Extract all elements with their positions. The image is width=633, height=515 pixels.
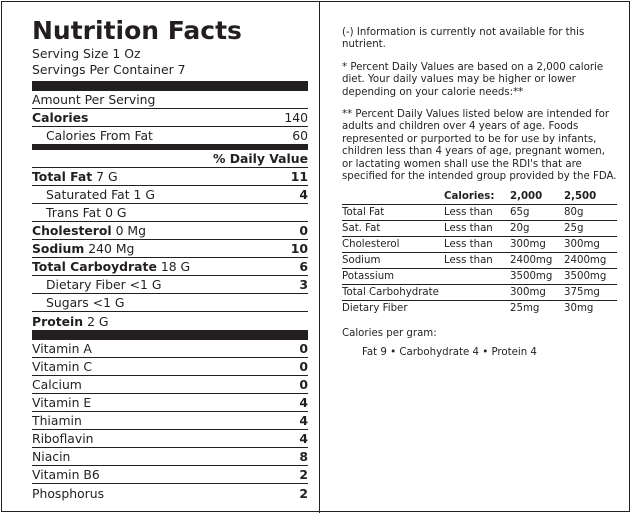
vitamin-row: Vitamin C 0 <box>32 359 308 374</box>
percent-note: * Percent Daily Values are based on a 2,000 calorie diet. Your daily values may be higher or lower depending on your calorie needs:** <box>342 61 604 98</box>
notes-panel <box>342 27 617 359</box>
calories-value: 140 <box>284 110 308 125</box>
calories-from-fat-label: Calories From Fat <box>46 128 153 143</box>
table-row: Total Carbohydrate 300mg 375mg <box>342 285 617 301</box>
nutrition-facts-panel <box>32 16 308 502</box>
vitamin-row: Thiamin 4 <box>32 413 308 428</box>
daily-value-header: % Daily Value <box>32 150 308 168</box>
nutrient-row: Total Fat 7 G 11 <box>32 169 308 184</box>
table-header-row: Calories: 2,000 2,500 <box>342 189 617 205</box>
nutrient-row: Protein 2 G <box>32 313 109 329</box>
thick-divider <box>32 330 308 340</box>
calories-label: Calories <box>32 110 89 125</box>
calories-from-fat-row <box>32 127 308 145</box>
vitamin-row: Calcium 0 <box>32 377 308 392</box>
serving-size: Serving Size 1 Oz <box>32 46 141 61</box>
thick-divider <box>32 81 308 91</box>
servings-per-container: Servings Per Container 7 <box>32 62 186 77</box>
nutrient-row: Trans Fat 0 G <box>32 204 308 222</box>
nutrient-row: Cholesterol 0 Mg 0 <box>32 223 308 238</box>
table-row: Sat. Fat Less than 20g 25g <box>342 221 617 237</box>
vitamin-row: Phosphorus 2 <box>32 485 308 501</box>
nutrient-row: Saturated Fat 1 G 4 <box>32 186 308 204</box>
nutrient-row: Dietary Fiber <1 G 3 <box>32 276 308 294</box>
calories-per-gram-values: Fat 9 • Carbohydrate 4 • Protein 4 <box>362 346 537 358</box>
table-row: Cholesterol Less than 300mg 300mg <box>342 237 617 253</box>
nutrient-row: Sugars <1 G <box>32 294 308 312</box>
daily-values-table <box>342 189 617 316</box>
table-row: Dietary Fiber 25mg 30mg <box>342 303 594 315</box>
calories-per-gram-label: Calories per gram: <box>342 328 437 340</box>
vitamin-row: Vitamin E 4 <box>32 395 308 410</box>
calories-row <box>32 109 308 127</box>
vitamin-row: Vitamin A 0 <box>32 341 308 356</box>
table-row: Total Fat Less than 65g 80g <box>342 205 617 221</box>
vitamin-row: Vitamin B6 2 <box>32 467 308 482</box>
column-divider <box>319 2 320 513</box>
amount-per-serving: Amount Per Serving <box>32 91 308 109</box>
vitamin-row: Riboflavin 4 <box>32 431 308 446</box>
nutrient-row: Sodium 240 Mg 10 <box>32 241 308 256</box>
vitamin-row: Niacin 8 <box>32 449 308 464</box>
info-note: (-) Information is currently not available for this nutrient. <box>342 27 585 51</box>
rdi-note: ** Percent Daily Values listed below are intended for adults and children over 4 years of age. Foods represented or purported to be for use by infants, children less than 4 years of age, pregnant women, or lactating women shall use the RDI's that are specified for the intended group provided by the FDA. <box>342 109 617 183</box>
nutrition-title: Nutrition Facts <box>32 16 242 45</box>
calories-from-fat-value: 60 <box>292 128 308 143</box>
nutrient-row: Total Carboydrate 18 G 6 <box>32 259 308 274</box>
nutrition-label-frame <box>1 1 630 512</box>
table-row: Sodium Less than 2400mg 2400mg <box>342 253 617 269</box>
table-row: Potassium 3500mg 3500mg <box>342 269 617 285</box>
